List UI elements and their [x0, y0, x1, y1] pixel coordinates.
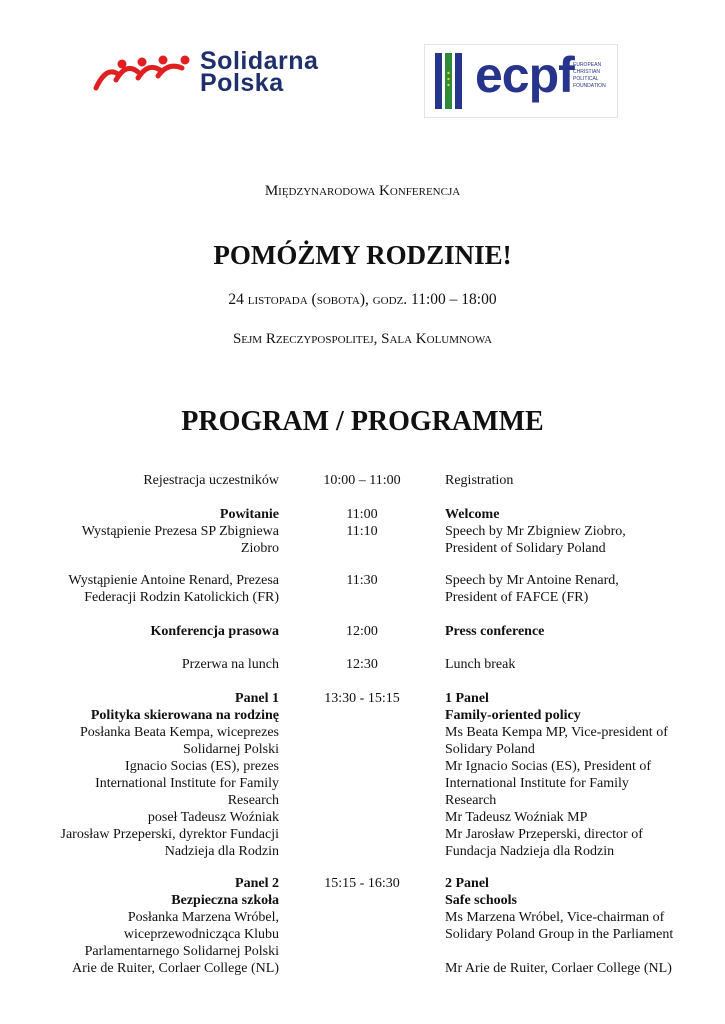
polish-item-line: Bezpieczna szkoła [171, 893, 279, 908]
english-item-line: Solidary Poland Group in the Parliament [445, 927, 674, 942]
time-slot-line: 12:00 [346, 624, 378, 639]
english-item-line: Speech by Mr Antoine Renard, [445, 573, 619, 588]
english-item-line: Research [445, 793, 497, 808]
people-icon [92, 54, 192, 94]
polish-item-line: Powitanie [219, 507, 279, 522]
polish-item-line: Przerwa na lunch [181, 657, 279, 672]
polish-item-line: Konferencja prasowa [150, 624, 279, 639]
conference-date: 24 listopada (sobota), godz. 11:00 – 18:00 [228, 291, 497, 308]
polish-item-line: Rejestracja uczestników [143, 473, 279, 488]
english-item [445, 623, 715, 640]
time-slot [312, 572, 412, 589]
time-slot-line: 10:00 – 11:00 [323, 473, 401, 488]
polish-item-line: Posłanka Beata Kempa, wiceprezes [79, 725, 279, 740]
time-slot [312, 875, 412, 892]
conference-title: POMÓŻMY RODZINIE! [213, 240, 512, 270]
ecpf-logo [424, 44, 618, 118]
polish-item-line: Panel 2 [235, 876, 279, 891]
time-slot-line: 11:00 [346, 507, 378, 522]
english-item-line: Mr Tadeusz Woźniak MP [445, 810, 588, 825]
ecpf-emblem-icon [435, 53, 471, 109]
english-item [445, 472, 715, 489]
polish-item [9, 656, 279, 673]
polish-item-line: Polityka skierowana na rodzinę [90, 708, 279, 723]
time-slot [312, 623, 412, 640]
english-item [445, 875, 715, 977]
time-slot-line: 13:30 - 15:15 [324, 691, 400, 706]
polish-item [9, 472, 279, 489]
english-item-line: President of Solidary Poland [445, 541, 606, 556]
english-item-line: Ms Marzena Wróbel, Vice-chairman of [445, 910, 665, 925]
english-item [445, 690, 715, 860]
polish-item [9, 623, 279, 640]
english-item [445, 506, 715, 557]
conference-overline: Międzynarodowa Konferencja [264, 183, 461, 199]
time-slot [312, 506, 412, 540]
english-item-line: Ms Beata Kempa MP, Vice-president of [445, 725, 668, 740]
english-item-line: Mr Arie de Ruiter, Corlaer College (NL) [445, 961, 672, 976]
english-item-line: Press conference [445, 624, 545, 639]
polish-item-line: International Institute for Family [95, 776, 279, 791]
polish-item-line: Wystąpienie Prezesa SP Zbigniewa [81, 524, 279, 539]
polish-item-line: Solidarnej Polski [182, 742, 279, 757]
english-item-line: 1 Panel [445, 691, 489, 706]
time-slot-line: 15:15 - 16:30 [324, 876, 400, 891]
polish-item [9, 875, 279, 977]
polish-item [9, 506, 279, 557]
english-item-line: President of FAFCE (FR) [445, 590, 589, 605]
english-item-line: Mr Ignacio Socias (ES), President of [445, 759, 652, 774]
english-item-line: Speech by Mr Zbigniew Ziobro, [445, 524, 626, 539]
polish-item-line: Jarosław Przeperski, dyrektor Fundacji [60, 827, 279, 842]
english-item-line: Fundacja Nadzieja dla Rodzin [445, 844, 615, 859]
english-item-line: 2 Panel [445, 876, 489, 891]
english-item-line: Solidary Poland [445, 742, 535, 757]
time-slot [312, 472, 412, 489]
polish-item-line: Federacji Rodzin Katolickich (FR) [84, 590, 279, 605]
polish-item [9, 572, 279, 606]
time-slot-line: 12:30 [346, 657, 378, 672]
english-item-line: Family-oriented policy [445, 708, 581, 723]
polish-item-line: Ziobro [240, 541, 279, 556]
ecpf-subtitle: EUROPEAN CHRISTIAN POLITICAL FOUNDATION [573, 62, 606, 89]
time-slot-line: 11:10 [346, 524, 378, 539]
polish-item-line: wiceprzewodnicząca Klubu [123, 927, 279, 942]
english-item-line [445, 943, 715, 960]
polish-item-line: Parlamentarnego Solidarnej Polski [84, 944, 279, 959]
polish-item-line: Panel 1 [235, 691, 279, 706]
english-item-line: Lunch break [445, 657, 516, 672]
english-item-line: Safe schools [445, 893, 517, 908]
time-slot-line: 11:30 [346, 573, 378, 588]
time-slot [312, 690, 412, 707]
english-item [445, 572, 715, 606]
polish-item-line: Arie de Ruiter, Corlaer College (NL) [71, 961, 279, 976]
english-item [445, 656, 715, 673]
english-item-line: International Institute for Family [445, 776, 629, 791]
polish-item-line: Research [227, 793, 279, 808]
ecpf-wordmark: ecpf [475, 47, 574, 103]
solidarna-polska-logo [92, 44, 387, 102]
english-item-line: Mr Jarosław Przeperski, director of [445, 827, 643, 842]
polish-item [9, 690, 279, 860]
solidarna-polska-wordmark: Solidarna Polska [200, 47, 319, 97]
conference-venue: Sejm Rzeczypospolitej, Sala Kolumnowa [232, 331, 493, 347]
time-slot [312, 656, 412, 673]
program-title: PROGRAM / PROGRAMME [181, 406, 544, 437]
polish-item-line: Ignacio Socias (ES), prezes [125, 759, 279, 774]
polish-item-line: Posłanka Marzena Wróbel, [127, 910, 279, 925]
english-item-line: Registration [445, 473, 514, 488]
polish-item-line: poseł Tadeusz Woźniak [147, 810, 279, 825]
polish-item-line: Wystąpienie Antoine Renard, Prezesa [68, 573, 279, 588]
english-item-line: Welcome [445, 507, 500, 522]
polish-item-line: Nadzieja dla Rodzin [164, 844, 279, 859]
